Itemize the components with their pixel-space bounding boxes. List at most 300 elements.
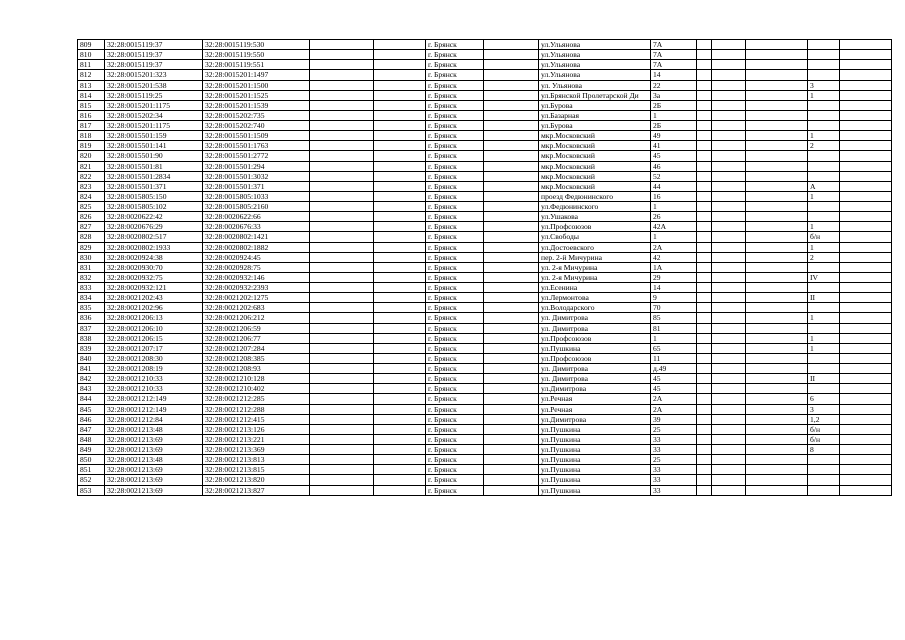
cell-cadastral-number-land: 32:28:0015501:371 xyxy=(105,181,203,191)
cell-empty-col-7 xyxy=(484,252,539,262)
cell-row-number: 831 xyxy=(78,262,105,272)
cell-empty-col-7 xyxy=(484,394,539,404)
cell-street: мкр.Московский xyxy=(539,181,651,191)
cell-house-number: 1А xyxy=(651,262,697,272)
cell-empty-col-5 xyxy=(374,131,426,141)
cell-empty-col-12 xyxy=(746,323,808,333)
cell-empty-col-11 xyxy=(712,364,746,374)
cell-cadastral-number-land: 32:28:0015202:34 xyxy=(105,110,203,120)
cell-empty-col-10 xyxy=(697,110,712,120)
cell-cadastral-number-object: 32:28:0021213:369 xyxy=(203,445,310,455)
cell-empty-col-4 xyxy=(310,60,374,70)
cell-empty-col-14 xyxy=(840,50,892,60)
cell-empty-col-10 xyxy=(697,374,712,384)
cell-empty-col-11 xyxy=(712,191,746,201)
cell-empty-col-4 xyxy=(310,343,374,353)
cell-street: ул.Есенина xyxy=(539,283,651,293)
cell-empty-col-7 xyxy=(484,404,539,414)
cell-row-number: 819 xyxy=(78,141,105,151)
cell-street: ул.Пушкина xyxy=(539,343,651,353)
cell-street: ул.Димитрова xyxy=(539,384,651,394)
table-row xyxy=(78,141,892,151)
table-row xyxy=(78,424,892,434)
cell-row-number: 815 xyxy=(78,100,105,110)
cell-empty-col-4 xyxy=(310,171,374,181)
cell-empty-col-7 xyxy=(484,272,539,282)
cell-empty-col-10 xyxy=(697,485,712,495)
table-row xyxy=(78,100,892,110)
cell-unit: II xyxy=(808,374,840,384)
cell-empty-col-12 xyxy=(746,161,808,171)
cell-city: г. Брянск xyxy=(426,293,484,303)
table-row xyxy=(78,414,892,424)
cell-empty-col-4 xyxy=(310,353,374,363)
table-row xyxy=(78,353,892,363)
cell-empty-col-12 xyxy=(746,151,808,161)
cell-unit: 8 xyxy=(808,445,840,455)
cell-house-number: 85 xyxy=(651,313,697,323)
cell-row-number: 836 xyxy=(78,313,105,323)
cell-cadastral-number-land: 32:28:0021208:19 xyxy=(105,364,203,374)
cell-empty-col-5 xyxy=(374,465,426,475)
cell-house-number: 2А xyxy=(651,242,697,252)
cell-empty-col-7 xyxy=(484,333,539,343)
cell-street: ул.Пушкина xyxy=(539,465,651,475)
cell-empty-col-14 xyxy=(840,222,892,232)
cell-city: г. Брянск xyxy=(426,283,484,293)
cell-row-number: 845 xyxy=(78,404,105,414)
cell-empty-col-11 xyxy=(712,40,746,50)
cell-empty-col-4 xyxy=(310,242,374,252)
cell-empty-col-7 xyxy=(484,100,539,110)
cell-cadastral-number-land: 32:28:0021213:69 xyxy=(105,434,203,444)
cell-street: ул.Ульянова xyxy=(539,40,651,50)
cell-empty-col-11 xyxy=(712,384,746,394)
cell-unit: 1 xyxy=(808,222,840,232)
table-row xyxy=(78,110,892,120)
cell-empty-col-14 xyxy=(840,151,892,161)
cell-empty-col-11 xyxy=(712,252,746,262)
cell-empty-col-12 xyxy=(746,303,808,313)
cell-empty-col-12 xyxy=(746,70,808,80)
cell-cadastral-number-land: 32:28:0020802:517 xyxy=(105,232,203,242)
cell-empty-col-12 xyxy=(746,424,808,434)
cell-empty-col-7 xyxy=(484,181,539,191)
cell-empty-col-4 xyxy=(310,434,374,444)
cell-empty-col-12 xyxy=(746,455,808,465)
cell-empty-col-14 xyxy=(840,40,892,50)
cell-unit xyxy=(808,475,840,485)
cell-empty-col-14 xyxy=(840,202,892,212)
cell-street: ул.Пушкина xyxy=(539,455,651,465)
cell-empty-col-11 xyxy=(712,445,746,455)
cell-unit xyxy=(808,161,840,171)
cell-street: мкр.Московский xyxy=(539,131,651,141)
cell-empty-col-14 xyxy=(840,293,892,303)
cell-empty-col-7 xyxy=(484,384,539,394)
cell-empty-col-10 xyxy=(697,353,712,363)
cell-house-number: 2Б xyxy=(651,100,697,110)
cell-row-number: 824 xyxy=(78,191,105,201)
cell-city: г. Брянск xyxy=(426,394,484,404)
cell-empty-col-14 xyxy=(840,374,892,384)
cell-cadastral-number-object: 32:28:0021212:288 xyxy=(203,404,310,414)
cell-row-number: 843 xyxy=(78,384,105,394)
cell-empty-col-12 xyxy=(746,434,808,444)
cell-empty-col-12 xyxy=(746,313,808,323)
cell-city: г. Брянск xyxy=(426,384,484,394)
cell-empty-col-12 xyxy=(746,202,808,212)
cell-cadastral-number-object: 32:28:0015119:530 xyxy=(203,40,310,50)
cell-cadastral-number-land: 32:28:0021213:69 xyxy=(105,445,203,455)
cell-empty-col-14 xyxy=(840,343,892,353)
cell-row-number: 839 xyxy=(78,343,105,353)
cell-unit xyxy=(808,384,840,394)
cell-street: ул. Димитрова xyxy=(539,313,651,323)
cell-empty-col-7 xyxy=(484,202,539,212)
table-row xyxy=(78,445,892,455)
table-row xyxy=(78,181,892,191)
cell-empty-col-4 xyxy=(310,364,374,374)
cell-empty-col-4 xyxy=(310,455,374,465)
cell-empty-col-10 xyxy=(697,181,712,191)
cell-empty-col-4 xyxy=(310,131,374,141)
cell-row-number: 829 xyxy=(78,242,105,252)
cell-street: ул.Пушкина xyxy=(539,485,651,495)
cell-unit xyxy=(808,303,840,313)
cell-row-number: 842 xyxy=(78,374,105,384)
cell-unit: 1 xyxy=(808,333,840,343)
cell-unit xyxy=(808,202,840,212)
cell-empty-col-10 xyxy=(697,262,712,272)
table-row xyxy=(78,232,892,242)
cell-house-number: 7А xyxy=(651,40,697,50)
cell-cadastral-number-land: 32:28:0015119:37 xyxy=(105,60,203,70)
cell-empty-col-4 xyxy=(310,202,374,212)
cell-empty-col-11 xyxy=(712,181,746,191)
cell-empty-col-14 xyxy=(840,131,892,141)
cell-empty-col-7 xyxy=(484,465,539,475)
cell-empty-col-4 xyxy=(310,80,374,90)
table-row xyxy=(78,262,892,272)
cell-cadastral-number-object: 32:28:0021213:126 xyxy=(203,424,310,434)
cell-row-number: 812 xyxy=(78,70,105,80)
cell-empty-col-7 xyxy=(484,262,539,272)
cell-empty-col-5 xyxy=(374,384,426,394)
cell-empty-col-14 xyxy=(840,323,892,333)
table-row xyxy=(78,121,892,131)
cell-empty-col-5 xyxy=(374,404,426,414)
cell-cadastral-number-land: 32:28:0021206:13 xyxy=(105,313,203,323)
cell-empty-col-5 xyxy=(374,121,426,131)
cell-empty-col-12 xyxy=(746,242,808,252)
cell-empty-col-14 xyxy=(840,424,892,434)
cell-empty-col-5 xyxy=(374,333,426,343)
cell-empty-col-10 xyxy=(697,40,712,50)
cell-empty-col-4 xyxy=(310,404,374,414)
cell-unit: 3 xyxy=(808,80,840,90)
cell-street: ул.Пушкина xyxy=(539,434,651,444)
cell-street: ул.Володарского xyxy=(539,303,651,313)
cell-row-number: 826 xyxy=(78,212,105,222)
cell-unit: 1 xyxy=(808,343,840,353)
cell-city: г. Брянск xyxy=(426,455,484,465)
cell-city: г. Брянск xyxy=(426,70,484,80)
cell-empty-col-14 xyxy=(840,161,892,171)
cell-empty-col-11 xyxy=(712,90,746,100)
cell-empty-col-11 xyxy=(712,121,746,131)
cell-empty-col-10 xyxy=(697,394,712,404)
cell-house-number: 29 xyxy=(651,272,697,282)
cell-empty-col-11 xyxy=(712,202,746,212)
cell-city: г. Брянск xyxy=(426,424,484,434)
cell-empty-col-10 xyxy=(697,364,712,374)
cell-empty-col-10 xyxy=(697,121,712,131)
cell-cadastral-number-land: 32:28:0015119:25 xyxy=(105,90,203,100)
cell-empty-col-5 xyxy=(374,445,426,455)
cell-empty-col-4 xyxy=(310,222,374,232)
cell-street: ул.Ульянова xyxy=(539,50,651,60)
cell-cadastral-number-land: 32:28:0021212:149 xyxy=(105,404,203,414)
cell-row-number: 833 xyxy=(78,283,105,293)
cell-cadastral-number-land: 32:28:0020930:70 xyxy=(105,262,203,272)
cell-cadastral-number-land: 32:28:0021212:84 xyxy=(105,414,203,424)
cell-unit: II xyxy=(808,293,840,303)
cell-cadastral-number-land: 32:28:0021213:48 xyxy=(105,424,203,434)
cell-cadastral-number-land: 32:28:0015119:37 xyxy=(105,50,203,60)
cell-cadastral-number-land: 32:28:0020932:121 xyxy=(105,283,203,293)
cell-cadastral-number-object: 32:28:0021208:93 xyxy=(203,364,310,374)
cell-empty-col-5 xyxy=(374,50,426,60)
cell-street: ул.Федюнинского xyxy=(539,202,651,212)
cell-empty-col-14 xyxy=(840,171,892,181)
cell-unit xyxy=(808,353,840,363)
cell-cadastral-number-object: 32:28:0020928:75 xyxy=(203,262,310,272)
cell-cadastral-number-object: 32:28:0020622:66 xyxy=(203,212,310,222)
cell-empty-col-5 xyxy=(374,252,426,262)
cell-row-number: 835 xyxy=(78,303,105,313)
cell-row-number: 813 xyxy=(78,80,105,90)
cell-street: ул.Ульянова xyxy=(539,70,651,80)
cell-empty-col-12 xyxy=(746,465,808,475)
cell-row-number: 834 xyxy=(78,293,105,303)
cell-empty-col-12 xyxy=(746,262,808,272)
cell-cadastral-number-object: 32:28:0020924:45 xyxy=(203,252,310,262)
cell-empty-col-10 xyxy=(697,404,712,414)
cell-empty-col-7 xyxy=(484,171,539,181)
cell-row-number: 852 xyxy=(78,475,105,485)
cell-cadastral-number-object: 32:28:0021210:402 xyxy=(203,384,310,394)
cell-empty-col-4 xyxy=(310,303,374,313)
cell-street: ул.Бурова xyxy=(539,121,651,131)
cell-unit: А xyxy=(808,181,840,191)
cell-empty-col-11 xyxy=(712,343,746,353)
cell-house-number: 16 xyxy=(651,191,697,201)
cell-empty-col-14 xyxy=(840,212,892,222)
cell-empty-col-10 xyxy=(697,434,712,444)
cell-row-number: 850 xyxy=(78,455,105,465)
cell-empty-col-14 xyxy=(840,181,892,191)
cell-empty-col-12 xyxy=(746,40,808,50)
cell-empty-col-5 xyxy=(374,141,426,151)
cell-empty-col-12 xyxy=(746,60,808,70)
cell-city: г. Брянск xyxy=(426,131,484,141)
cell-empty-col-11 xyxy=(712,475,746,485)
table-body xyxy=(78,40,892,496)
cell-street: ул.Профсоюзов xyxy=(539,353,651,363)
cell-row-number: 828 xyxy=(78,232,105,242)
cell-house-number: 39 xyxy=(651,414,697,424)
cell-cadastral-number-object: 32:28:0021206:212 xyxy=(203,313,310,323)
table-row xyxy=(78,272,892,282)
cell-city: г. Брянск xyxy=(426,262,484,272)
cell-city: г. Брянск xyxy=(426,272,484,282)
cell-house-number: 7А xyxy=(651,60,697,70)
cell-empty-col-4 xyxy=(310,100,374,110)
cell-house-number: 42 xyxy=(651,252,697,262)
cell-city: г. Брянск xyxy=(426,303,484,313)
cell-empty-col-5 xyxy=(374,262,426,272)
cell-city: г. Брянск xyxy=(426,202,484,212)
cell-house-number: д.49 xyxy=(651,364,697,374)
cell-cadastral-number-land: 32:28:0015501:81 xyxy=(105,161,203,171)
cell-empty-col-10 xyxy=(697,384,712,394)
cell-row-number: 825 xyxy=(78,202,105,212)
cell-empty-col-11 xyxy=(712,424,746,434)
cell-cadastral-number-land: 32:28:0021208:30 xyxy=(105,353,203,363)
cell-street: ул.Пушкина xyxy=(539,424,651,434)
table-row xyxy=(78,303,892,313)
cell-street: ул.Пушкина xyxy=(539,445,651,455)
cell-empty-col-7 xyxy=(484,232,539,242)
cell-house-number: 9 xyxy=(651,293,697,303)
cell-unit: IV xyxy=(808,272,840,282)
cell-house-number: 33 xyxy=(651,475,697,485)
cell-house-number: 44 xyxy=(651,181,697,191)
cell-empty-col-5 xyxy=(374,485,426,495)
cell-street: мкр.Московский xyxy=(539,161,651,171)
cell-unit: 2 xyxy=(808,252,840,262)
cell-empty-col-4 xyxy=(310,384,374,394)
cell-house-number: 33 xyxy=(651,445,697,455)
cell-empty-col-4 xyxy=(310,252,374,262)
cell-row-number: 832 xyxy=(78,272,105,282)
cell-empty-col-11 xyxy=(712,100,746,110)
cell-empty-col-4 xyxy=(310,121,374,131)
cell-city: г. Брянск xyxy=(426,121,484,131)
cell-cadastral-number-object: 32:28:0021210:128 xyxy=(203,374,310,384)
cell-empty-col-4 xyxy=(310,293,374,303)
cell-empty-col-11 xyxy=(712,212,746,222)
table-row xyxy=(78,374,892,384)
cell-empty-col-10 xyxy=(697,191,712,201)
cell-empty-col-7 xyxy=(484,475,539,485)
cell-empty-col-7 xyxy=(484,293,539,303)
cell-street: ул. Димитрова xyxy=(539,364,651,374)
cell-empty-col-14 xyxy=(840,434,892,444)
cell-row-number: 847 xyxy=(78,424,105,434)
cell-unit xyxy=(808,60,840,70)
cell-cadastral-number-land: 32:28:0021206:10 xyxy=(105,323,203,333)
cell-empty-col-10 xyxy=(697,80,712,90)
cell-empty-col-11 xyxy=(712,131,746,141)
cell-house-number: 33 xyxy=(651,485,697,495)
table-row xyxy=(78,404,892,414)
cell-row-number: 846 xyxy=(78,414,105,424)
cell-unit: 3 xyxy=(808,404,840,414)
cell-house-number: 14 xyxy=(651,283,697,293)
cell-cadastral-number-land: 32:28:0020622:42 xyxy=(105,212,203,222)
cell-empty-col-10 xyxy=(697,90,712,100)
cell-cadastral-number-land: 32:28:0015119:37 xyxy=(105,40,203,50)
cell-empty-col-12 xyxy=(746,485,808,495)
cell-empty-col-10 xyxy=(697,141,712,151)
cell-empty-col-11 xyxy=(712,222,746,232)
cell-row-number: 811 xyxy=(78,60,105,70)
cell-empty-col-11 xyxy=(712,374,746,384)
cell-unit xyxy=(808,151,840,161)
cell-empty-col-11 xyxy=(712,80,746,90)
cell-cadastral-number-object: 32:28:0015201:1497 xyxy=(203,70,310,80)
cell-empty-col-5 xyxy=(374,161,426,171)
cell-unit xyxy=(808,40,840,50)
cell-empty-col-7 xyxy=(484,485,539,495)
cell-empty-col-5 xyxy=(374,475,426,485)
cell-empty-col-5 xyxy=(374,60,426,70)
cell-house-number: 52 xyxy=(651,171,697,181)
cell-row-number: 837 xyxy=(78,323,105,333)
cell-unit xyxy=(808,100,840,110)
cell-empty-col-12 xyxy=(746,50,808,60)
property-register-table xyxy=(77,39,892,496)
cell-row-number: 827 xyxy=(78,222,105,232)
cell-house-number: 7А xyxy=(651,50,697,60)
cell-empty-col-5 xyxy=(374,343,426,353)
cell-empty-col-4 xyxy=(310,374,374,384)
cell-empty-col-7 xyxy=(484,353,539,363)
cell-empty-col-10 xyxy=(697,50,712,60)
cell-empty-col-14 xyxy=(840,485,892,495)
cell-empty-col-11 xyxy=(712,70,746,80)
cell-empty-col-12 xyxy=(746,232,808,242)
cell-empty-col-12 xyxy=(746,414,808,424)
cell-city: г. Брянск xyxy=(426,353,484,363)
cell-cadastral-number-object: 32:28:0015201:1500 xyxy=(203,80,310,90)
cell-house-number: 81 xyxy=(651,323,697,333)
cell-empty-col-4 xyxy=(310,232,374,242)
cell-unit: 1 xyxy=(808,90,840,100)
cell-empty-col-4 xyxy=(310,262,374,272)
cell-empty-col-5 xyxy=(374,242,426,252)
cell-empty-col-12 xyxy=(746,191,808,201)
cell-cadastral-number-object: 32:28:0015805:2160 xyxy=(203,202,310,212)
table-row xyxy=(78,364,892,374)
cell-empty-col-11 xyxy=(712,110,746,120)
cell-cadastral-number-land: 32:28:0021206:15 xyxy=(105,333,203,343)
cell-empty-col-14 xyxy=(840,252,892,262)
cell-unit xyxy=(808,110,840,120)
cell-empty-col-5 xyxy=(374,70,426,80)
cell-empty-col-10 xyxy=(697,313,712,323)
cell-empty-col-4 xyxy=(310,212,374,222)
table-row xyxy=(78,191,892,201)
cell-row-number: 816 xyxy=(78,110,105,120)
cell-house-number: 46 xyxy=(651,161,697,171)
cell-empty-col-11 xyxy=(712,50,746,60)
cell-empty-col-5 xyxy=(374,191,426,201)
cell-empty-col-4 xyxy=(310,272,374,282)
table-row xyxy=(78,323,892,333)
